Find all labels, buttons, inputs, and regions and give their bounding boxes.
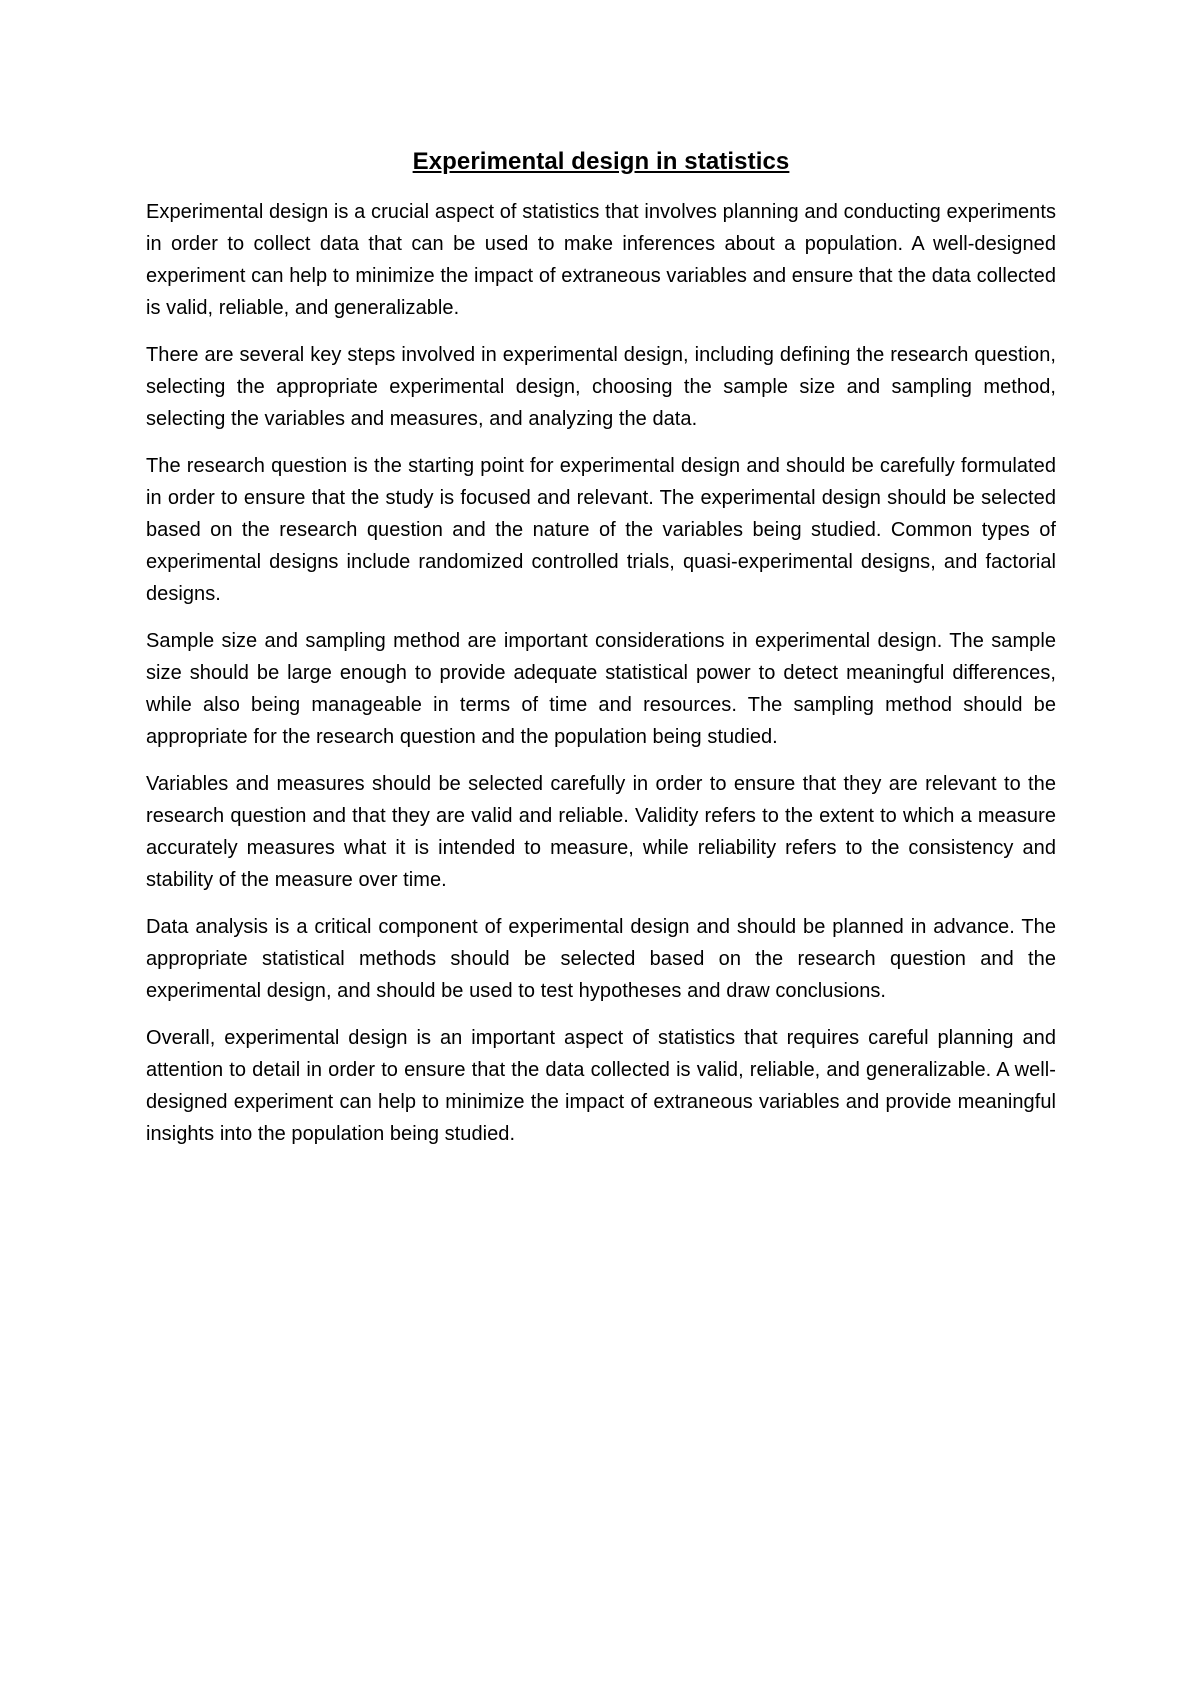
paragraph-2: There are several key steps involved in experimental design, including defining the research question, selecting the appropriate experimental design, choosing the sample size and sampling method, selecting the variables and measures, and analyzing the data. [146,344,1056,430]
paragraph-3: The research question is the starting point for experimental design and should be carefully formulated in order to ensure that the study is focused and relevant. The experimental design should be selected based on the research question and the nature of the variables being studied. Common types of experimental designs include randomized controlled trials, quasi-experimental designs, and factorial designs. [146,455,1056,605]
document-body [146,146,1056,1165]
paragraph-7: Overall, experimental design is an important aspect of statistics that requires careful planning and attention to detail in order to ensure that the data collected is valid, reliable, and generalizable. A well-designed experiment can help to minimize the impact of extraneous variables and provide meaningful insights into the population being studied. [146,1027,1056,1145]
paragraph-4: Sample size and sampling method are important considerations in experimental design. The sample size should be large enough to provide adequate statistical power to detect meaningful differences, while also being manageable in terms of time and resources. The sampling method should be appropriate for the research question and the population being studied. [146,630,1056,748]
paragraph-5: Variables and measures should be selected carefully in order to ensure that they are relevant to the research question and that they are valid and reliable. Validity refers to the extent to which a measure accurately measures what it is intended to measure, while reliability refers to the consistency and stability of the measure over time. [146,773,1056,891]
paragraph-6: Data analysis is a critical component of experimental design and should be planned in advance. The appropriate statistical methods should be selected based on the research question and the experimental design, and should be used to test hypotheses and draw conclusions. [146,916,1056,1002]
document-title: Experimental design in statistics [412,148,790,175]
paragraph-1: Experimental design is a crucial aspect of statistics that involves planning and conducting experiments in order to collect data that can be used to make inferences about a population. A well-designed experiment can help to minimize the impact of extraneous variables and ensure that the data collected is valid, reliable, and generalizable. [146,201,1056,319]
